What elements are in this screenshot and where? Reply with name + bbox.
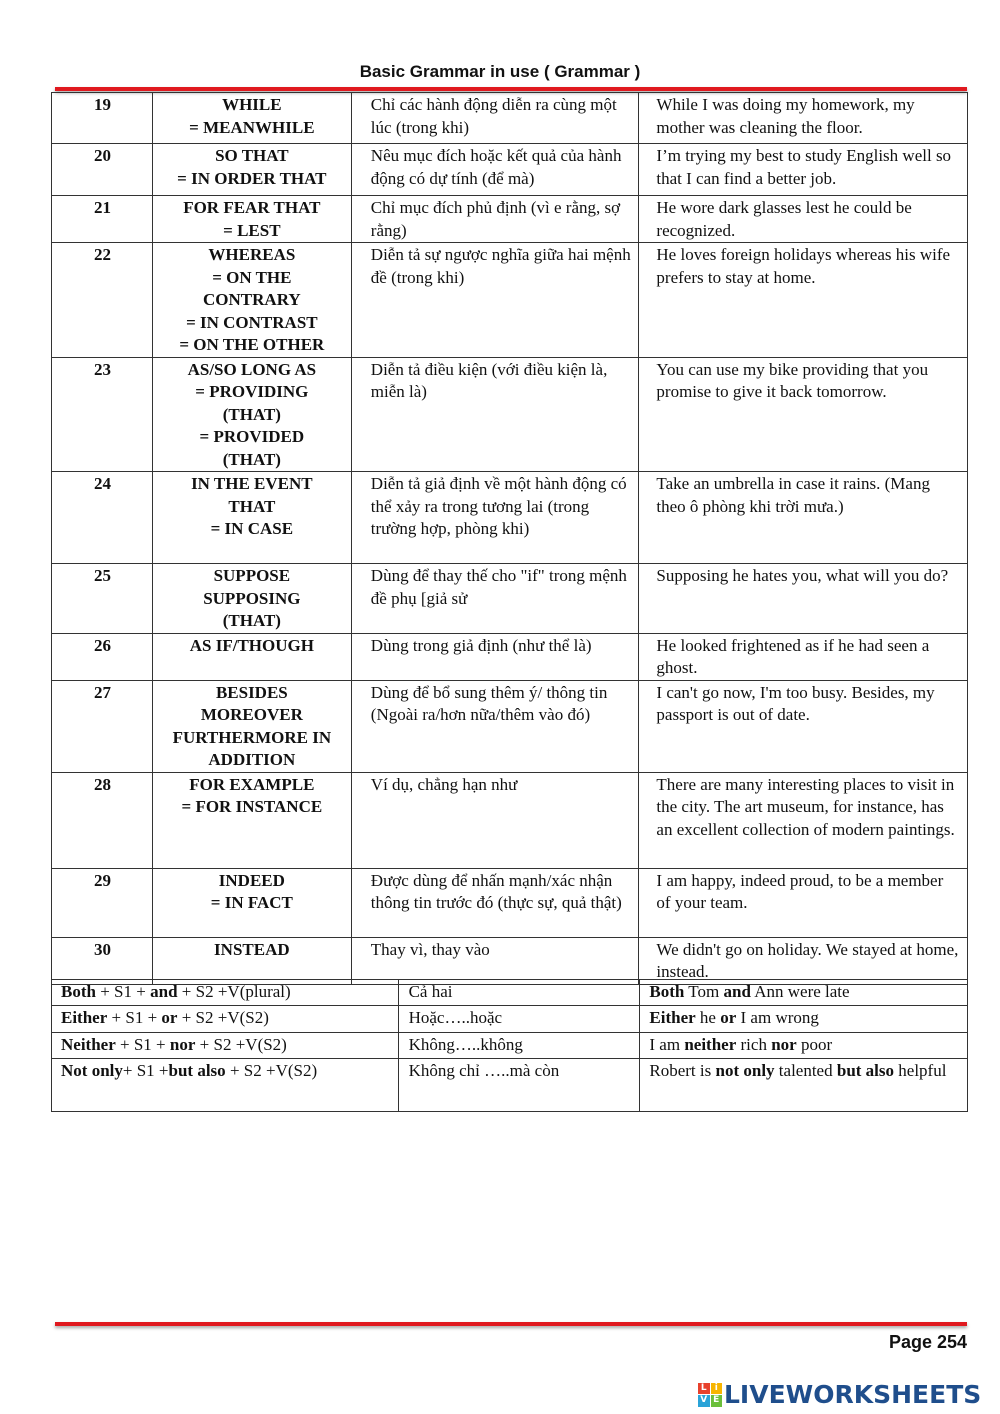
example-cell: You can use my bike providing that you promise to give it back tomorrow.: [639, 357, 968, 472]
bold-keyword: or: [161, 1008, 178, 1027]
structure-cell: [52, 1059, 399, 1112]
row-number: 21: [52, 196, 153, 243]
liveworksheets-logo: [698, 1380, 981, 1409]
bold-keyword: and: [723, 982, 751, 1001]
table-row: [52, 196, 968, 243]
text-segment: Ann were late: [750, 982, 850, 1001]
example-cell: Supposing he hates you, what will you do?: [639, 564, 968, 634]
bold-keyword: Either: [61, 1008, 108, 1027]
table-row: [52, 1033, 968, 1059]
structure-cell: [52, 1006, 399, 1033]
row-number: 28: [52, 772, 153, 868]
meaning-cell: Chỉ các hành động diễn ra cùng một lúc (trong khi): [351, 93, 639, 144]
conjunction-table: [51, 92, 968, 985]
conjunction-line: = PROVIDING: [195, 382, 309, 401]
page-header-title: Basic Grammar in use ( Grammar ): [359, 62, 641, 81]
conjunction-cell: [152, 680, 351, 772]
conjunction-line: MOREOVER: [200, 705, 303, 724]
conjunction-line: CONTRARY: [203, 290, 301, 309]
conjunction-line: (THAT): [222, 404, 281, 424]
text-segment: he: [695, 1008, 721, 1027]
text-segment: + S1 +: [107, 1008, 162, 1027]
bold-keyword: and: [150, 982, 178, 1001]
bold-keyword: Either: [649, 1008, 696, 1027]
conjunction-cell: [152, 93, 351, 144]
liveworksheets-logo-icon: [698, 1383, 722, 1407]
table-row: [52, 937, 968, 984]
text-segment: Robert is: [649, 1061, 716, 1080]
conjunction-line: INDEED: [218, 870, 285, 890]
conjunction-line: FOR EXAMPLE: [189, 774, 315, 794]
conjunction-line: = FOR INSTANCE: [181, 797, 323, 816]
conjunction-line: IN THE EVENT: [191, 474, 313, 493]
table-row: [52, 93, 968, 144]
example-cell: [640, 1033, 968, 1059]
table-row: [52, 1006, 968, 1033]
meaning-cell: Diễn tả điều kiện (với điều kiện là, miễn là): [351, 357, 639, 472]
conjunction-line: FOR FEAR THAT: [183, 198, 321, 217]
text-segment: rich: [736, 1035, 772, 1054]
conjunction-line: = PROVIDED: [199, 427, 305, 446]
example-cell: There are many interesting places to visit in the city. The art museum, for instance, has an excellent collection of modern paintings.: [639, 772, 968, 868]
meaning-cell: Dùng để bổ sung thêm ý/ thông tin (Ngoài ra/hơn nữa/thêm vào đó): [351, 680, 639, 772]
example-cell: [640, 1006, 968, 1033]
structure-cell: [52, 980, 399, 1006]
example-cell: [640, 980, 968, 1006]
bold-keyword: but also: [168, 1061, 226, 1080]
conjunction-line: AS/SO LONG AS: [187, 359, 317, 379]
conjunction-line: = ON THE OTHER: [179, 335, 325, 354]
text-segment: I am: [649, 1035, 685, 1054]
meaning-cell: Nêu mục đích hoặc kết quả của hành động có dự tính (để mà): [351, 144, 639, 196]
table-row: [52, 1059, 968, 1112]
row-number: 19: [52, 93, 153, 144]
text-segment: poor: [796, 1035, 833, 1054]
meaning-cell: Dùng trong giả định (như thể là): [351, 633, 639, 680]
conjunction-cell: [152, 144, 351, 196]
meaning-cell: Không chỉ …..mà còn: [398, 1059, 640, 1112]
table-row: [52, 633, 968, 680]
meaning-cell: Không…..không: [398, 1033, 640, 1059]
table-row: [52, 564, 968, 634]
example-cell: He wore dark glasses lest he could be recognized.: [639, 196, 968, 243]
text-segment: + S1 +: [95, 982, 151, 1001]
meaning-cell: Thay vì, thay vào: [351, 937, 639, 984]
conjunction-cell: [152, 772, 351, 868]
table-row: [52, 980, 968, 1006]
table-row: [52, 243, 968, 358]
bold-keyword: or: [720, 1008, 737, 1027]
bold-keyword: not only: [715, 1061, 775, 1080]
bold-keyword: but also: [836, 1061, 895, 1080]
conjunction-line: = ON THE: [212, 267, 292, 287]
table-row: [52, 144, 968, 196]
example-cell: I can't go now, I'm too busy. Besides, my passport is out of date.: [639, 680, 968, 772]
conjunction-line: = IN CASE: [210, 519, 294, 538]
conjunction-cell: [152, 937, 351, 984]
conjunction-line: = MEANWHILE: [189, 117, 315, 137]
example-cell: [640, 1059, 968, 1112]
conjunction-line: (THAT): [222, 449, 281, 469]
conjunction-line: = IN FACT: [210, 893, 293, 912]
example-cell: Take an umbrella in case it rains. (Mang theo ô phòng khi trời mưa.): [639, 472, 968, 564]
row-number: 29: [52, 868, 153, 937]
row-number: 27: [52, 680, 153, 772]
meaning-cell: Diễn tả giả định về một hành động có thể xảy ra trong tương lai (trong trường hợp, phòng khi): [351, 472, 639, 564]
logo-mark-tile: E: [711, 1395, 723, 1407]
table-row: [52, 357, 968, 472]
structure-cell: [52, 1033, 399, 1059]
row-number: 30: [52, 937, 153, 984]
text-segment: + S2 +V(S2): [177, 1008, 269, 1027]
row-number: 22: [52, 243, 153, 358]
conjunction-line: WHILE: [222, 95, 282, 114]
conjunction-line: SUPPOSING: [203, 588, 301, 608]
conjunction-cell: [152, 357, 351, 472]
row-number: 23: [52, 357, 153, 472]
conjunction-cell: [152, 472, 351, 564]
example-cell: We didn't go on holiday. We stayed at home, instead.: [639, 937, 968, 984]
row-number: 25: [52, 564, 153, 634]
footer-red-rule: [55, 1322, 967, 1326]
conjunction-line: (THAT): [222, 611, 281, 630]
meaning-cell: Được dùng để nhấn mạnh/xác nhận thông tin trước đó (thực sự, quả thật): [351, 868, 639, 937]
meaning-cell: Cả hai: [398, 980, 640, 1006]
meaning-cell: Hoặc…..hoặc: [398, 1006, 640, 1033]
row-number: 26: [52, 633, 153, 680]
conjunction-line: SO THAT: [215, 146, 289, 165]
conjunction-line: = IN ORDER THAT: [177, 168, 327, 188]
correlative-table: [51, 979, 968, 1112]
bold-keyword: Neither: [61, 1035, 116, 1054]
conjunction-cell: [152, 868, 351, 937]
conjunction-line: BESIDES: [215, 682, 288, 702]
text-segment: + S2 +V(plural): [177, 982, 291, 1001]
logo-mark-tile: V: [698, 1395, 710, 1407]
meaning-cell: Diễn tả sự ngược nghĩa giữa hai mệnh đề (trong khi): [351, 243, 639, 358]
row-number: 24: [52, 472, 153, 564]
text-segment: + S2 +V(S2): [195, 1035, 287, 1054]
conjunction-line: = LEST: [223, 220, 281, 240]
conjunction-line: ADDITION: [208, 750, 296, 769]
conjunction-line: THAT: [228, 496, 276, 516]
text-segment: + S1 +: [122, 1061, 169, 1080]
table-row: [52, 472, 968, 564]
conjunction-cell: [152, 564, 351, 634]
conjunction-cell: [152, 196, 351, 243]
text-segment: Tom: [684, 982, 724, 1001]
conjunction-line: = IN CONTRAST: [186, 312, 318, 332]
conjunction-line: FURTHERMORE IN: [172, 727, 332, 747]
table-row: [52, 680, 968, 772]
bold-keyword: Both: [61, 982, 96, 1001]
table-row: [52, 772, 968, 868]
example-cell: He loves foreign holidays whereas his wife prefers to stay at home.: [639, 243, 968, 358]
logo-mark-tile: L: [698, 1383, 710, 1395]
row-number: 20: [52, 144, 153, 196]
example-cell: I’m trying my best to study English well so that I can find a better job.: [639, 144, 968, 196]
meaning-cell: Dùng để thay thế cho "if" trong mệnh đề phụ [giả sử: [351, 564, 639, 634]
conjunction-line: SUPPOSE: [213, 566, 291, 585]
text-segment: + S2 +V(S2): [225, 1061, 318, 1080]
bold-keyword: nor: [771, 1035, 797, 1054]
bold-keyword: neither: [684, 1035, 737, 1054]
conjunction-cell: [152, 633, 351, 680]
conjunction-line: WHEREAS: [208, 245, 296, 264]
example-cell: While I was doing my homework, my mother was cleaning the floor.: [639, 93, 968, 144]
conjunction-line: AS IF/THOUGH: [189, 635, 314, 655]
conjunction-line: INSTEAD: [214, 939, 290, 959]
meaning-cell: Chỉ mục đích phủ định (vì e rằng, sợ rằng): [351, 196, 639, 243]
liveworksheets-logo-text: LIVEWORKSHEETS: [724, 1380, 982, 1409]
text-segment: talented: [774, 1061, 837, 1080]
example-cell: I am happy, indeed proud, to be a member of your team.: [639, 868, 968, 937]
table-row: [52, 868, 968, 937]
bold-keyword: Both: [649, 982, 685, 1001]
text-segment: + S1 +: [115, 1035, 170, 1054]
meaning-cell: Ví dụ, chẳng hạn như: [351, 772, 639, 868]
page-number: Page 254: [888, 1332, 967, 1352]
example-cell: He looked frightened as if he had seen a ghost.: [639, 633, 968, 680]
header-red-rule: [55, 87, 967, 91]
text-segment: helpful: [894, 1061, 947, 1080]
bold-keyword: nor: [169, 1035, 196, 1054]
text-segment: I am wrong: [736, 1008, 819, 1027]
logo-mark-tile: i: [711, 1383, 723, 1395]
conjunction-cell: [152, 243, 351, 358]
bold-keyword: Not only: [61, 1061, 123, 1080]
